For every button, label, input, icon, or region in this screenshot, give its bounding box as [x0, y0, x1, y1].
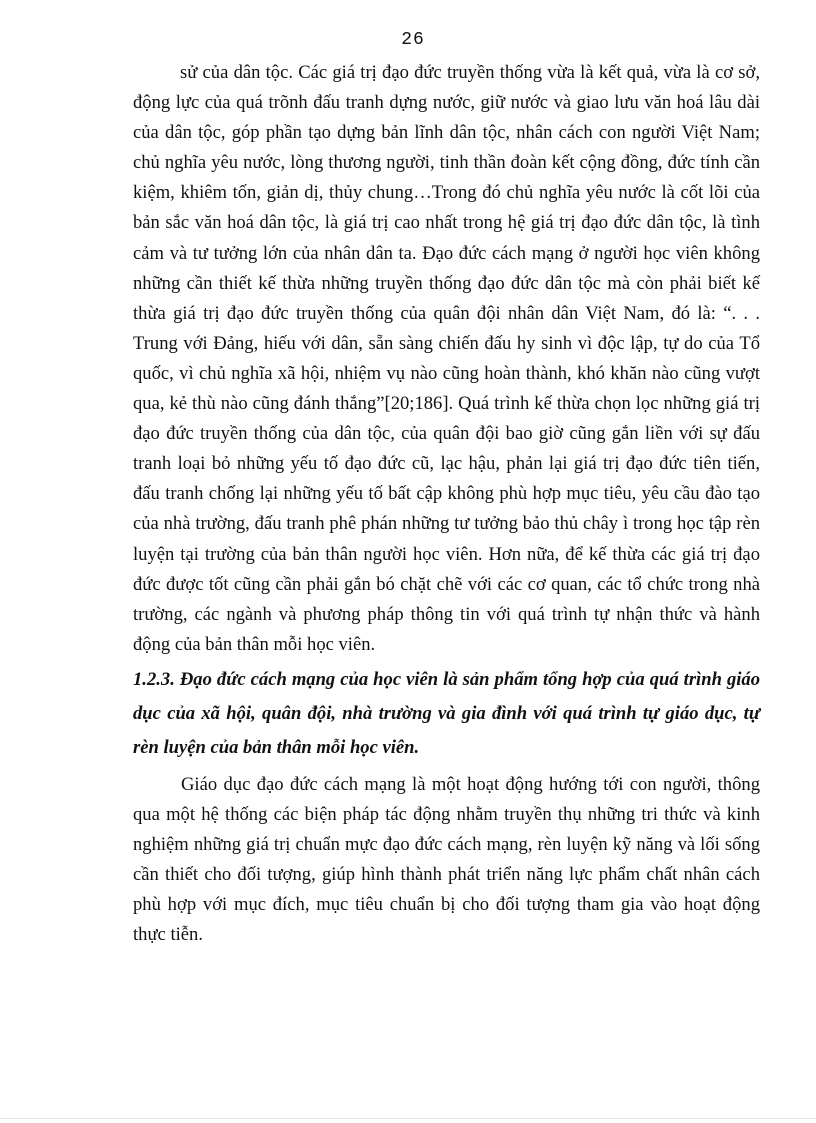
- section-heading-1-2-3: 1.2.3. Đạo đức cách mạng của học viên là sản phẩm tổng hợp của quá trình giáo dục của xã hội, quân đội, nhà trường và gia đình với quá trình tự giáo dục, tự rèn luyện của bản thân mỗi học viên.: [133, 668, 760, 758]
- page-body: [133, 58, 760, 950]
- page-bottom-rule: [0, 1118, 816, 1119]
- body-paragraph-1: sử của dân tộc. Các giá trị đạo đức truyền thống vừa là kết quả, vừa là cơ sở, động lực của quá trõnh đấu tranh dựng nước, giữ nước và giao lưu văn hoá lâu dài của dân tộc, góp phần tạo dựng bản lĩnh dân tộc, nhân cách con người Việt Nam; chủ nghĩa yêu nước, lòng thương người, tinh thần đoàn kết cộng đồng, đức tính cần kiệm, khiêm tốn, giản dị, thủy chung…Trong đó chủ nghĩa yêu nước là cốt lõi của bản sắc văn hoá dân tộc, là giá trị cao nhất trong hệ giá trị đạo đức dân tộc, là tình cảm và tư tưởng lớn của nhân dân ta. Đạo đức cách mạng ở người học viên không những cần thiết kế thừa những truyền thống đạo đức dân tộc mà còn phải biết kế thừa giá trị đạo đức truyền thống của quân đội nhân dân Việt Nam, đó là: “. . . Trung với Đảng, hiếu với dân, sẵn sàng chiến đấu hy sinh vì độc lập, tự do của Tổ quốc, vì chủ nghĩa xã hội, nhiệm vụ nào cũng hoàn thành, khó khăn nào cũng vượt qua, kẻ thù nào cũng đánh thắng”[20;186]. Quá trình kế thừa chọn lọc những giá trị đạo đức truyền thống của dân tộc, của quân đội bao giờ cũng gắn liền với sự đấu tranh loại bỏ những yếu tố đạo đức cũ, lạc hậu, phản lại giá trị đạo đức tiên tiến, đấu tranh chống lại những yếu tố bất cập không phù hợp mục tiêu, yêu cầu đào tạo của nhà trường, đấu tranh phê phán những tư tưởng bảo thủ chây ì trong học tập rèn luyện tại trường của bản thân người học viên. Hơn nữa, để kế thừa các giá trị đạo đức được tốt cũng cần phải gắn bó chặt chẽ với các cơ quan, các tổ chức trong nhà trường, các ngành và phương pháp thông tin với quá trình tự nhận thức và hành động của bản thân mỗi học viên.: [133, 62, 760, 655]
- page-number: 26: [401, 30, 425, 50]
- body-paragraph-2: Giáo dục đạo đức cách mạng là một hoạt động hướng tới con người, thông qua một hệ thống các biện pháp tác động nhằm truyền thụ những tri thức và kinh nghiệm những giá trị chuẩn mực đạo đức cách mạng, rèn luyện kỹ năng và lối sống cần thiết cho đối tượng, giúp hình thành phát triển năng lực phẩm chất nhân cách phù hợp với mục đích, mục tiêu chuẩn bị cho đối tượng tham gia vào hoạt động thực tiễn.: [133, 773, 760, 946]
